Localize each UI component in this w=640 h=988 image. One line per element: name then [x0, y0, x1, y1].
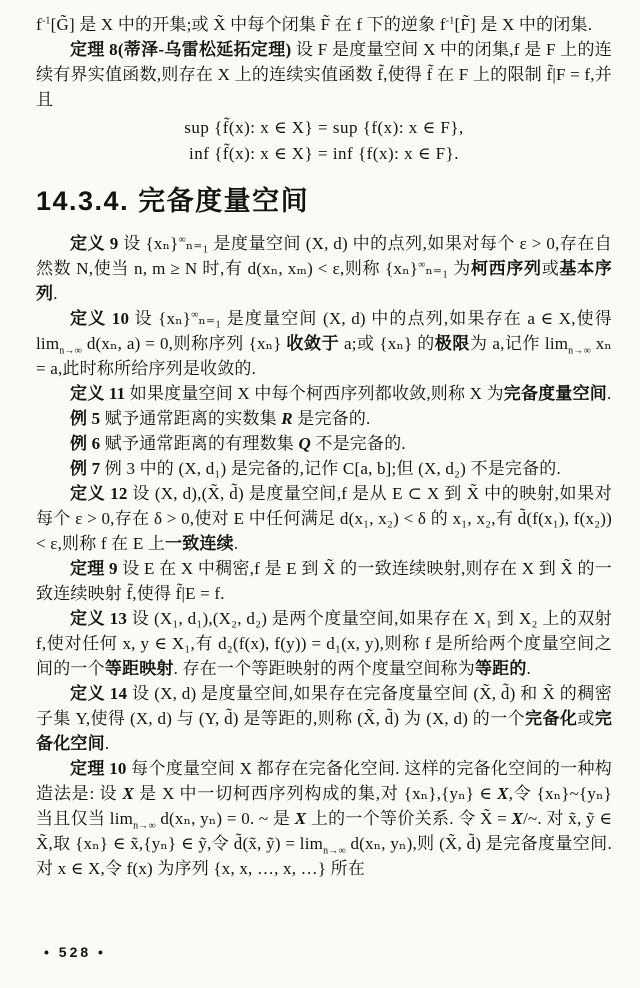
- text-run: 例 3 中的 (X, d₁) 是完备的,记作 C[a, b];但 (X, d₂) 不是完备的.: [100, 459, 561, 478]
- text-run: /~. 对 x̃, ỹ ∈ X̃,取 {xₙ} ∈ x̃,{yₙ} ∈ ỹ,令 d̃(x̃, ỹ) = lim: [36, 809, 612, 853]
- text-run: .: [53, 284, 58, 303]
- formula-line: sup {f̃(x): x ∈ X} = sup {f(x): x ∈ F},: [184, 118, 464, 137]
- text-run: [F̃] 是 X 中的闭集.: [454, 15, 593, 34]
- text-run: 设 E 在 X 中稠密,f 是 E 到 X̃ 的一致连续映射,则存在 X 到 X̃ 的一致连续映射 f̃,使得 f̃|E = f.: [36, 559, 612, 603]
- paragraph: [36, 231, 612, 306]
- text-run: ∞: [418, 259, 426, 271]
- text-run: 定理 9: [70, 559, 118, 578]
- text-run: ∞: [191, 309, 199, 321]
- text-run: 如果度量空间 X 中每个柯西序列都收敛,则称 X 为: [125, 384, 504, 403]
- text-run: .: [606, 384, 612, 403]
- text-run: ₙ₌₁ 是度量空间 (X, d) 中的点列,如果存在 a ∈ X,使得 lim: [36, 309, 612, 353]
- text-run: ,令 {xₙ}~{yₙ} 当且仅当 lim: [36, 784, 612, 828]
- text-run: X: [122, 784, 134, 803]
- paragraph: [36, 431, 612, 456]
- text-run: 定义 11: [70, 384, 126, 403]
- text-run: 每个度量空间 X 都存在完备化空间. 这样的完备化空间的一种构造法是: 设: [36, 759, 612, 803]
- text-run: 或: [577, 709, 595, 728]
- text-run: 等距的: [474, 659, 527, 678]
- paragraph: [36, 306, 612, 381]
- paragraph: [36, 556, 612, 606]
- text-run: 上的一个等价关系. 令 X̃ =: [306, 809, 512, 828]
- paragraph: [36, 606, 612, 681]
- text-run: 设 (X₁, d₁),(X₂, d₂) 是两个度量空间,如果存在 X₁ 到 X₂ 上的双射 f,使对任何 x, y ∈ X₁,有 d₂(f(x), f(y)) = d₁(x, y),则称 f 是所给两个度量空间之间的一个: [36, 609, 612, 678]
- text-run: f: [36, 15, 42, 34]
- page-number: • 528 •: [44, 944, 106, 960]
- text-run: X: [497, 784, 509, 803]
- text-run: 一致连续: [165, 534, 234, 553]
- text-run: X: [511, 809, 524, 828]
- text-run: 设 (X, d) 是度量空间,如果存在完备度量空间 (X̃, d̃) 和 X̃ 的稠密子集 Y,使得 (X, d) 与 (Y, d̃) 是等距的,则称 (X̃, d̃) 为 (X, d) 的一个: [36, 684, 612, 728]
- page-content: [36, 12, 612, 881]
- text-run: ∞: [178, 234, 186, 246]
- text-run: 完备度量空间: [503, 384, 607, 403]
- paragraph: [36, 481, 612, 556]
- formula-block: [36, 115, 612, 167]
- text-run: d(xₙ, yₙ) = 0. ~ 是: [155, 809, 295, 828]
- text-run: 赋予通常距离的有理数集: [100, 434, 299, 453]
- text-run: 定义 9: [70, 234, 119, 253]
- text-run: 赋予通常距离的实数集: [100, 409, 282, 428]
- text-run: Q: [298, 434, 311, 453]
- text-run: 设 (X, d),(X̃, d̃) 是度量空间,f 是从 E ⊂ X 到 X̃ 中的映射,如果对每个 ε > 0,存在 δ > 0,使对 E 中任何满足 d(x₁, x₂) < δ 的 x₁, x₂,有 d̃(f(x₁), f(x₂)) < ε,则称 f 在 E 上: [36, 484, 613, 553]
- text-run: 是 X 中一切柯西序列构成的集,对 {xₙ},{yₙ} ∈: [133, 784, 498, 803]
- paragraph: [36, 37, 612, 112]
- text-run: 例 5: [70, 409, 101, 428]
- text-run: 极限: [434, 334, 470, 353]
- text-run: 或: [541, 259, 560, 278]
- paragraph: [36, 756, 612, 881]
- text-run: .: [526, 659, 531, 678]
- text-run: 设 F 是度量空间 X 中的闭集,f 是 F 上的连续有界实值函数,则存在 X 上的连续实值函数 f̃,使得 f̃ 在 F 上的限制 f̃|F = f,并且: [36, 40, 612, 109]
- text-run: 收敛于: [286, 334, 340, 353]
- text-run: 柯西序列: [470, 259, 542, 278]
- paragraph: [36, 406, 612, 431]
- paragraph: [36, 12, 612, 37]
- text-run: X: [294, 809, 307, 828]
- text-run: .: [233, 534, 239, 553]
- text-run: 定义 12: [70, 484, 128, 503]
- text-run: 定理 8(蒂泽-乌雷松延拓定理): [70, 40, 292, 59]
- text-run: n→∞: [568, 345, 591, 357]
- text-run: . 存在一个等距映射的两个度量空间称为: [173, 659, 475, 678]
- text-run: 等距映射: [104, 659, 174, 678]
- text-run: n→∞: [59, 345, 83, 357]
- text-run: 定义 13: [70, 609, 128, 628]
- section-heading: 14.3.4. 完备度量空间: [36, 186, 310, 216]
- text-run: 定理 10: [70, 759, 127, 778]
- text-run: n→∞: [133, 820, 156, 832]
- text-run: R: [281, 409, 293, 428]
- text-run: 定义 14: [70, 684, 128, 703]
- text-run: 例 6: [70, 434, 101, 453]
- formula-line: inf {f̃(x): x ∈ X} = inf {f(x): x ∈ F}.: [188, 144, 460, 163]
- text-run: 例 7: [70, 459, 101, 478]
- text-run: 基本序列: [36, 259, 612, 303]
- text-run: 定义 10: [70, 309, 130, 328]
- text-run: n→∞: [323, 845, 346, 857]
- paragraph: [36, 681, 612, 756]
- text-run: d(xₙ, yₙ),则 (X̃, d̃) 是完备度量空间. 对 x ∈ X,令 f(x) 为序列 {x, x, …, x, …} 所在: [36, 834, 612, 878]
- text-run: ₙ₌₁ 是度量空间 (X, d) 中的点列,如果对每个 ε > 0,存在自然数 N,使当 n, m ≥ N 时,有 d(xₙ, xₘ) < ε,则称 {xₙ}: [36, 234, 612, 278]
- text-run: .: [104, 734, 110, 753]
- paragraph: [36, 456, 612, 481]
- text-run: 设 {xₙ}: [118, 234, 179, 253]
- text-run: 设 {xₙ}: [129, 309, 192, 328]
- text-run: [G̃] 是 X 中的开集;或 X̃ 中每个闭集 F̃ 在 f 下的逆象 f: [50, 15, 446, 34]
- text-run: ₙ₌₁ 为: [425, 259, 471, 278]
- text-run: a;或 {xₙ} 的: [339, 334, 435, 353]
- text-run: 不是完备的.: [310, 434, 406, 453]
- text-run: xₙ = a,此时称所给序列是收敛的.: [36, 334, 612, 378]
- text-run: d(xₙ, a) = 0,则称序列 {xₙ}: [82, 334, 287, 353]
- text-run: 是完备的.: [292, 409, 371, 428]
- text-run: 完备化: [525, 709, 578, 728]
- text-run: 完备化空间: [36, 709, 613, 753]
- text-run: 为 a,记作 lim: [469, 334, 569, 353]
- text-run: -1: [41, 15, 51, 27]
- paragraph: [36, 381, 612, 406]
- text-run: -1: [445, 15, 455, 27]
